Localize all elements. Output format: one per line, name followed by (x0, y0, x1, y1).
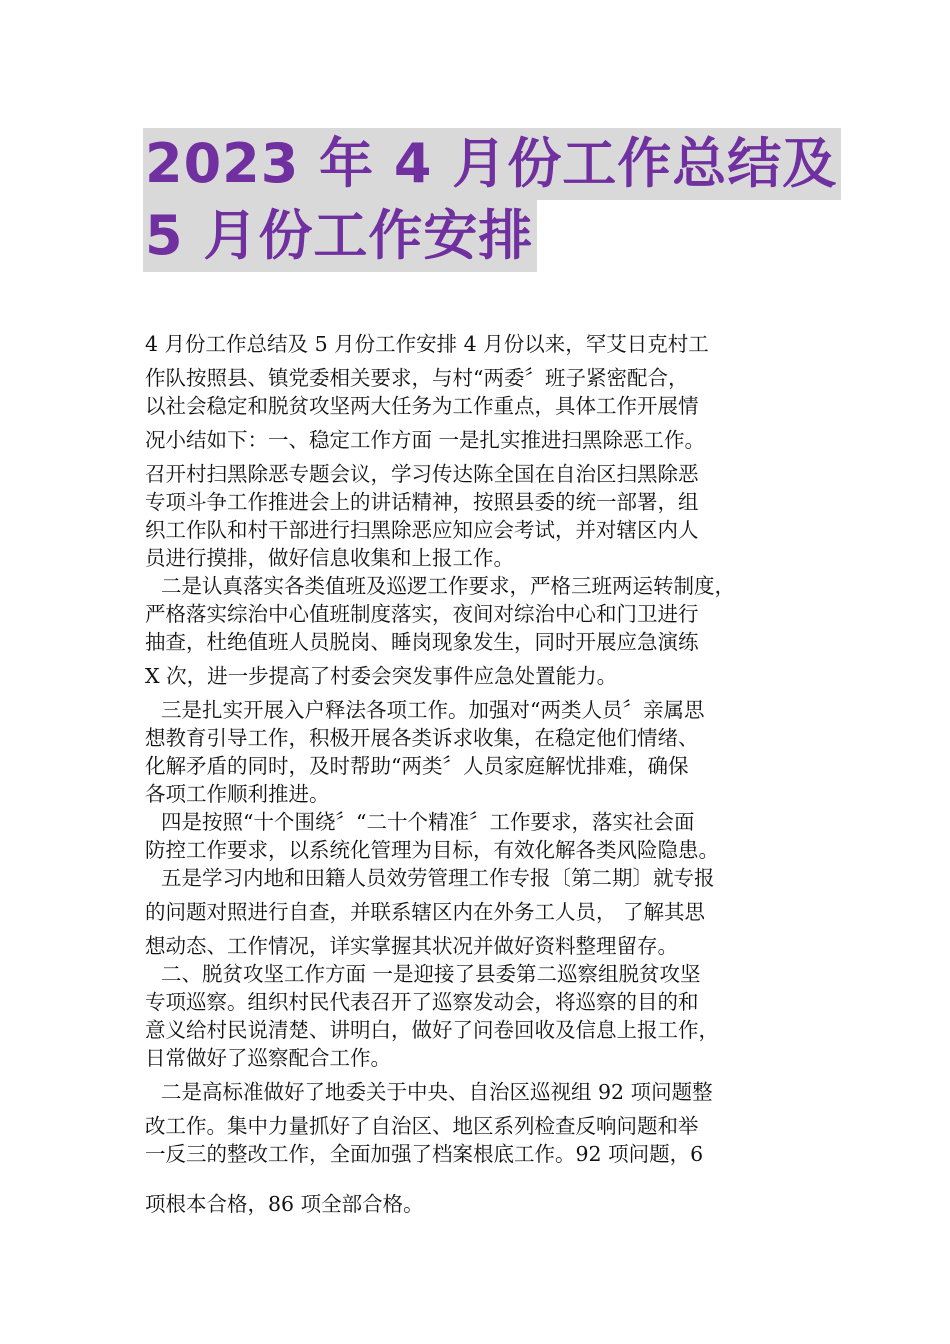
body-line: 的问题对照进行自查，并联系辖区内在外务工人员， 了解其思 (145, 900, 706, 924)
body-line: 以社会稳定和脱贫攻坚两大任务为工作重点，具体工作开展情 (145, 394, 699, 418)
document-body (145, 330, 810, 1218)
document-title (143, 128, 838, 272)
body-line: 二是认真落实各类值班及巡逻工作要求，严格三班两运转制度， (161, 574, 735, 598)
body-line: 项根本合格，86 项全部合格。 (145, 1192, 424, 1216)
body-line: 二是高标准做好了地委关于中央、自治区巡视组 92 项问题整 (161, 1080, 713, 1104)
body-line: 况小结如下：一、稳定工作方面 一是扎实推进扫黑除恶工作。 (145, 428, 706, 452)
title-line-1: 2023 年 4 月份工作总结及 (143, 128, 841, 200)
body-line: 作队按照县、镇党委相关要求，与村“两委〞班子紧密配合， (145, 366, 689, 390)
title-line-2: 5 月份工作安排 (143, 200, 537, 272)
body-line: 日常做好了巡察配合工作。 (145, 1046, 391, 1070)
body-line: 专项斗争工作推进会上的讲话精神，按照县委的统一部署，组 (145, 490, 699, 514)
body-line: 三是扎实开展入户释法各项工作。加强对“两类人员〞亲属思 (161, 698, 705, 722)
body-line: 防控工作要求，以系统化管理为目标，有效化解各类风险隐患。 (145, 838, 719, 862)
body-line: 各项工作顺利推进。 (145, 782, 330, 806)
body-line: X 次，进一步提高了村委会突发事件应急处置能力。 (145, 664, 618, 688)
body-line: 一反三的整改工作，全面加强了档案根底工作。92 项问题，6 (145, 1142, 704, 1166)
body-line: 化解矛盾的同时，及时帮助“两类〞人员家庭解忧排难，确保 (145, 754, 689, 778)
body-line: 想动态、工作情况，详实掌握其状况并做好资料整理留存。 (145, 934, 678, 958)
body-line: 二、脱贫攻坚工作方面 一是迎接了县委第二巡察组脱贫攻坚 (161, 962, 701, 986)
body-line: 想教育引导工作，积极开展各类诉求收集，在稳定他们情绪、 (145, 726, 699, 750)
body-line: 召开村扫黑除恶专题会议，学习传达陈全国在自治区扫黑除恶 (145, 462, 699, 486)
body-line: 织工作队和村干部进行扫黑除恶应知应会考试，并对辖区内人 (145, 518, 699, 542)
body-line: 四是按照“十个围绕〞“二十个精准〞工作要求，落实社会面 (161, 810, 695, 834)
body-line: 员进行摸排，做好信息收集和上报工作。 (145, 546, 514, 570)
body-line: 专项巡察。组织村民代表召开了巡察发动会，将巡察的目的和 (145, 990, 699, 1014)
body-line: 五是学习内地和田籍人员效劳管理工作专报〔第二期〕就专报 (161, 866, 715, 890)
body-line: 抽查，杜绝值班人员脱岗、睡岗现象发生，同时开展应急演练 (145, 630, 699, 654)
body-line: 4 月份工作总结及 5 月份工作安排 4 月份以来，罕艾日克村工 (145, 332, 709, 356)
body-line: 意义给村民说清楚、讲明白，做好了问卷回收及信息上报工作， (145, 1018, 719, 1042)
body-line: 改工作。集中力量抓好了自治区、地区系列检查反响问题和举 (145, 1114, 699, 1138)
body-line: 严格落实综治中心值班制度落实，夜间对综治中心和门卫进行 (145, 602, 699, 626)
